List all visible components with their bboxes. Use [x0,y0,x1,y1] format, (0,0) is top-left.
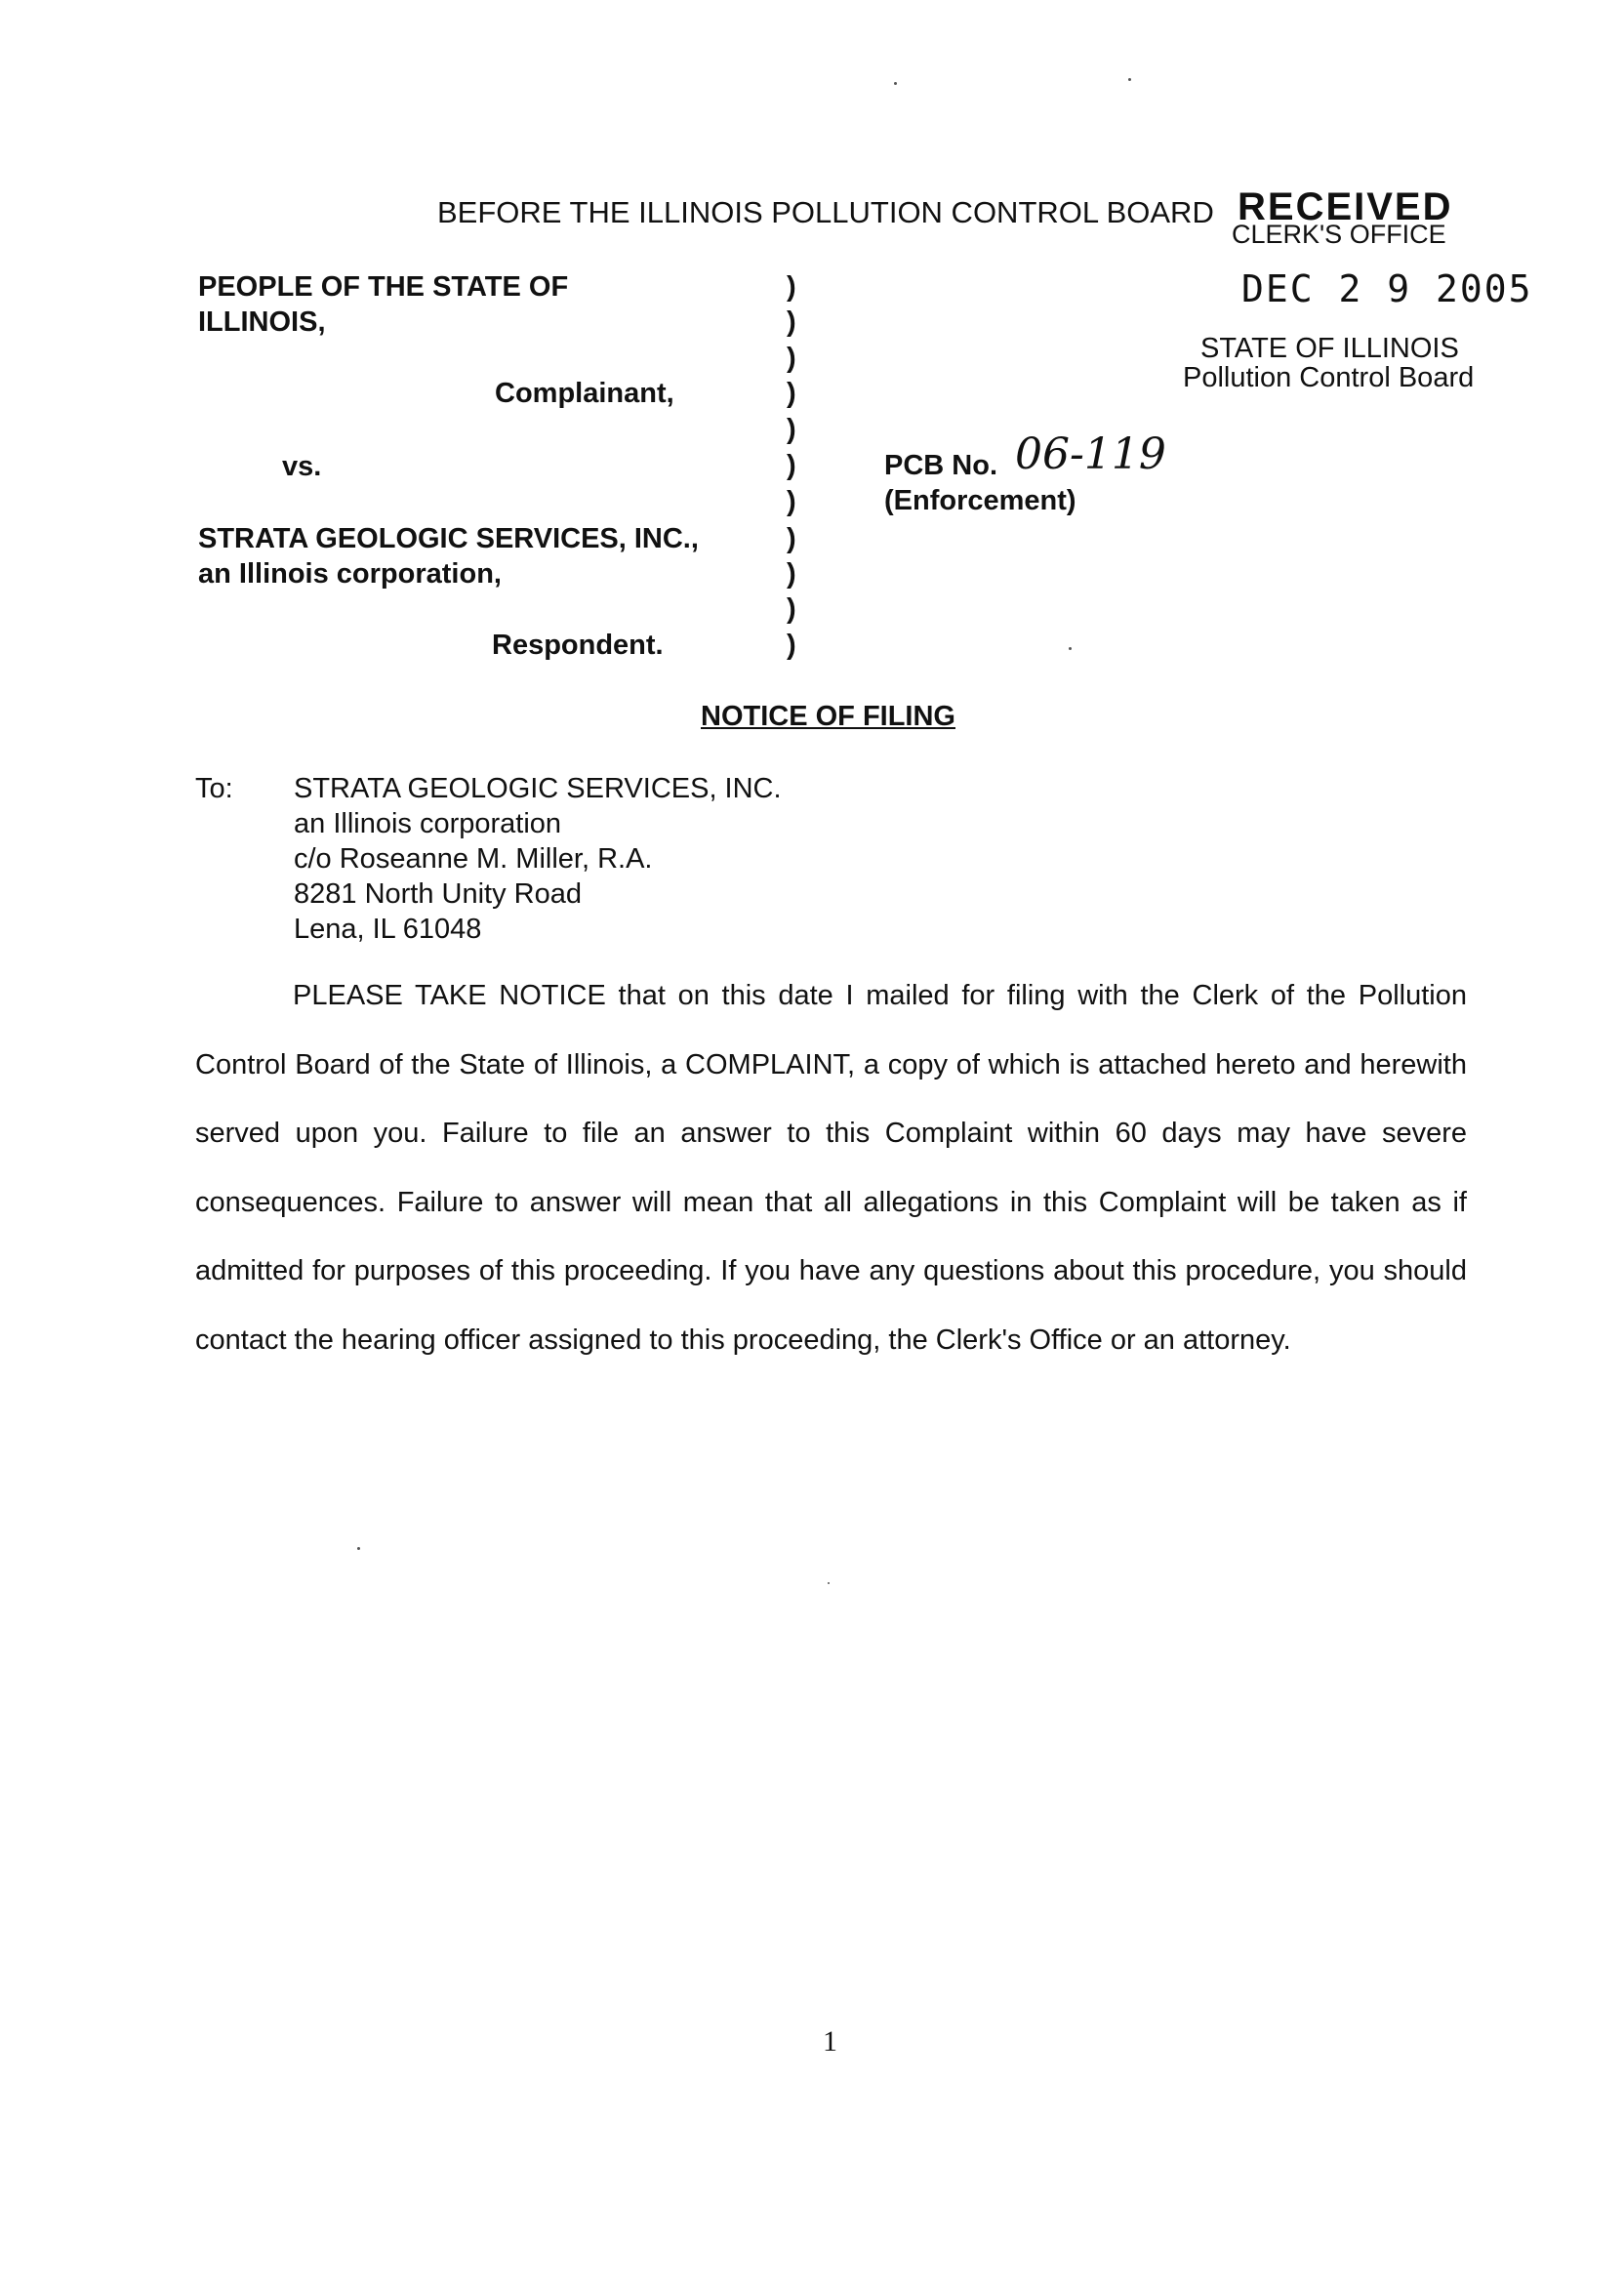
respondent-name-line-2: an Illinois corporation, [198,558,502,590]
caption-paren: ) [787,414,796,445]
recipient-line: 8281 North Unity Road [294,878,582,910]
recipient-line: c/o Roseanne M. Miller, R.A. [294,843,653,875]
respondent-role: Respondent. [492,630,664,661]
caption-paren: ) [787,523,796,554]
notice-of-filing-title: NOTICE OF FILING [701,701,955,732]
stamp-state-of-illinois: STATE OF ILLINOIS [1200,333,1459,364]
caption-paren: ) [787,343,796,374]
caption-paren: ) [787,378,796,409]
to-label: To: [195,773,233,804]
scan-speck [1069,647,1072,650]
caption-paren: ) [787,593,796,625]
complainant-name-line-2: ILLINOIS, [198,306,326,338]
recipient-line: Lena, IL 61048 [294,914,482,945]
complainant-role: Complainant, [495,378,674,409]
scan-speck [357,1547,360,1550]
page-number: 1 [823,2025,837,2058]
document-header: BEFORE THE ILLINOIS POLLUTION CONTROL BOARD [437,195,1214,229]
stamp-pollution-control-board: Pollution Control Board [1183,362,1475,393]
caption-paren: ) [787,306,796,338]
caption-paren: ) [787,486,796,517]
received-date-stamp: DEC 2 9 2005 [1241,267,1533,310]
recipient-line: an Illinois corporation [294,808,562,839]
complainant-name-line-1: PEOPLE OF THE STATE OF [198,271,569,303]
respondent-name-line-1: STRATA GEOLOGIC SERVICES, INC., [198,523,699,554]
case-number-label: PCB No. [884,450,997,481]
case-type: (Enforcement) [884,485,1076,516]
scan-speck [828,1582,830,1584]
case-number-handwritten: 06-119 [1015,429,1166,479]
notice-body-paragraph: PLEASE TAKE NOTICE that on this date I mailed for filing with the Clerk of the Pollution Control Board of the State of Illinois, a COMPLAINT, a copy of which is attached hereto and herewith served upon you. Failure to file an answer to this Complaint within 60 days may have severe consequences. Failure to answer will mean that all allegations in this Complaint will be taken as if admitted for purposes of this proceeding. If you have any questions about this procedure, you should contact the hearing officer assigned to this proceeding, the Clerk's Office or an attorney. [195,980,1467,1356]
caption-paren: ) [787,450,796,481]
scan-speck [1128,78,1131,81]
recipient-line: STRATA GEOLOGIC SERVICES, INC. [294,773,782,804]
received-stamp: RECEIVED [1238,185,1453,228]
caption-paren: ) [787,558,796,590]
caption-paren: ) [787,271,796,303]
versus-label: vs. [282,451,322,482]
caption-paren: ) [787,630,796,661]
clerks-office-stamp: CLERK'S OFFICE [1232,220,1446,249]
scan-speck [894,82,897,85]
